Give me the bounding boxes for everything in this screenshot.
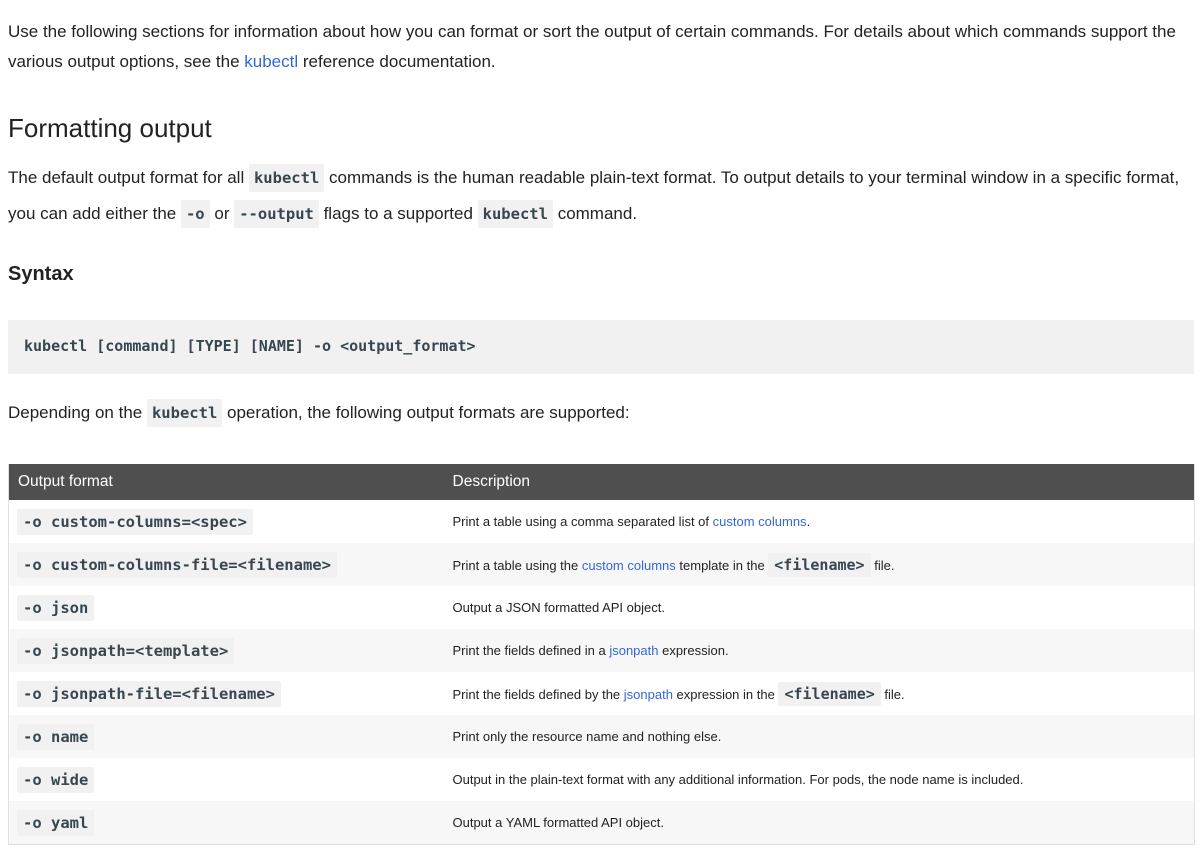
syntax-code: kubectl [command] [TYPE] [NAME] -o <output_format> — [24, 337, 476, 355]
formatting-text: flags to a supported — [318, 204, 478, 223]
formatting-output-heading: Formatting output — [8, 113, 212, 143]
description-text: Output in the plain-text format with any additional information. For pods, the node name is included. — [452, 772, 1024, 787]
description-text: Output a JSON formatted API object. — [452, 600, 665, 615]
inline-code: <filename> — [768, 553, 870, 577]
description-text: Print the fields defined in a — [452, 643, 610, 658]
description-text: Print the fields defined by the — [452, 686, 624, 702]
formatting-text: The default output format for all — [8, 168, 249, 187]
description-cell — [445, 758, 1195, 801]
description-text: file. — [870, 557, 895, 573]
output-format-code: -o custom-columns=<spec> — [17, 509, 253, 535]
table-row — [9, 672, 1195, 715]
intro-paragraph — [8, 17, 1194, 77]
description-cell — [445, 500, 1195, 543]
description-link[interactable]: jsonpath — [609, 643, 659, 658]
table-row — [9, 801, 1195, 845]
description-text: template in the — [675, 557, 769, 573]
syntax-heading: Syntax — [8, 263, 74, 285]
format-cell — [9, 586, 445, 629]
table-row — [9, 586, 1195, 629]
description-cell — [445, 543, 1195, 586]
depending-text: operation, the following output formats are supported: — [222, 403, 630, 422]
formatting-text: commands is the human readable plain-text format. To output details to your terminal window in a specific format, you can add either the — [8, 168, 1180, 223]
format-cell — [9, 715, 445, 758]
output-format-code: -o wide — [17, 767, 94, 793]
description-text: Print only the resource name and nothing else. — [452, 729, 722, 744]
description-link[interactable]: jsonpath — [623, 686, 673, 702]
formatting-text: command. — [552, 204, 638, 223]
description-text: Print a table using the — [452, 557, 582, 573]
description-text: Output a YAML formatted API object. — [452, 815, 664, 830]
intro-text: Use the following sections for information about how you can format or sort the output of certain commands. For details about which commands support the various output options, see the — [8, 22, 1176, 71]
inline-code: kubectl — [147, 399, 222, 427]
syntax-code-block — [8, 320, 1194, 374]
depending-text: Depending on the — [8, 403, 147, 422]
format-cell — [9, 801, 445, 845]
description-cell — [445, 586, 1195, 629]
inline-code: <filename> — [778, 682, 880, 706]
format-cell — [9, 672, 445, 715]
output-format-code: -o json — [17, 595, 94, 621]
intro-text-end: reference documentation. — [298, 52, 496, 71]
description-text: expression. — [658, 643, 729, 658]
inline-code: --output — [234, 200, 319, 228]
formatting-paragraph — [8, 160, 1194, 232]
description-text: file. — [880, 686, 905, 702]
output-formats-table — [8, 464, 1195, 845]
format-cell — [9, 758, 445, 801]
table-header-row — [9, 464, 1195, 500]
output-format-code: -o jsonpath=<template> — [17, 638, 234, 664]
column-header-description: Description — [445, 464, 1195, 500]
column-header-output-format: Output format — [9, 464, 445, 500]
description-cell — [445, 672, 1195, 715]
output-format-code: -o custom-columns-file=<filename> — [17, 552, 337, 578]
table-row — [9, 715, 1195, 758]
description-cell — [445, 801, 1195, 845]
description-cell — [445, 629, 1195, 672]
description-link[interactable]: custom columns — [712, 514, 807, 529]
description-text: Print a table using a comma separated list of — [452, 514, 713, 529]
inline-code: -o — [181, 200, 210, 228]
format-cell — [9, 629, 445, 672]
description-link[interactable]: custom columns — [581, 557, 676, 573]
output-format-code: -o name — [17, 724, 94, 750]
table-row — [9, 500, 1195, 543]
inline-code: kubectl — [249, 164, 324, 192]
description-text: . — [806, 514, 811, 529]
formatting-text: or — [209, 204, 235, 223]
format-cell — [9, 543, 445, 586]
inline-code: kubectl — [478, 200, 553, 228]
kubectl-reference-link[interactable]: kubectl — [244, 52, 299, 71]
table-row — [9, 543, 1195, 586]
format-cell — [9, 500, 445, 543]
output-format-code: -o jsonpath-file=<filename> — [17, 681, 281, 707]
table-row — [9, 629, 1195, 672]
description-cell — [445, 715, 1195, 758]
table-body — [9, 500, 1195, 845]
output-format-code: -o yaml — [17, 810, 94, 836]
table-row — [9, 758, 1195, 801]
description-text: expression in the — [672, 686, 779, 702]
depending-paragraph — [8, 397, 630, 429]
